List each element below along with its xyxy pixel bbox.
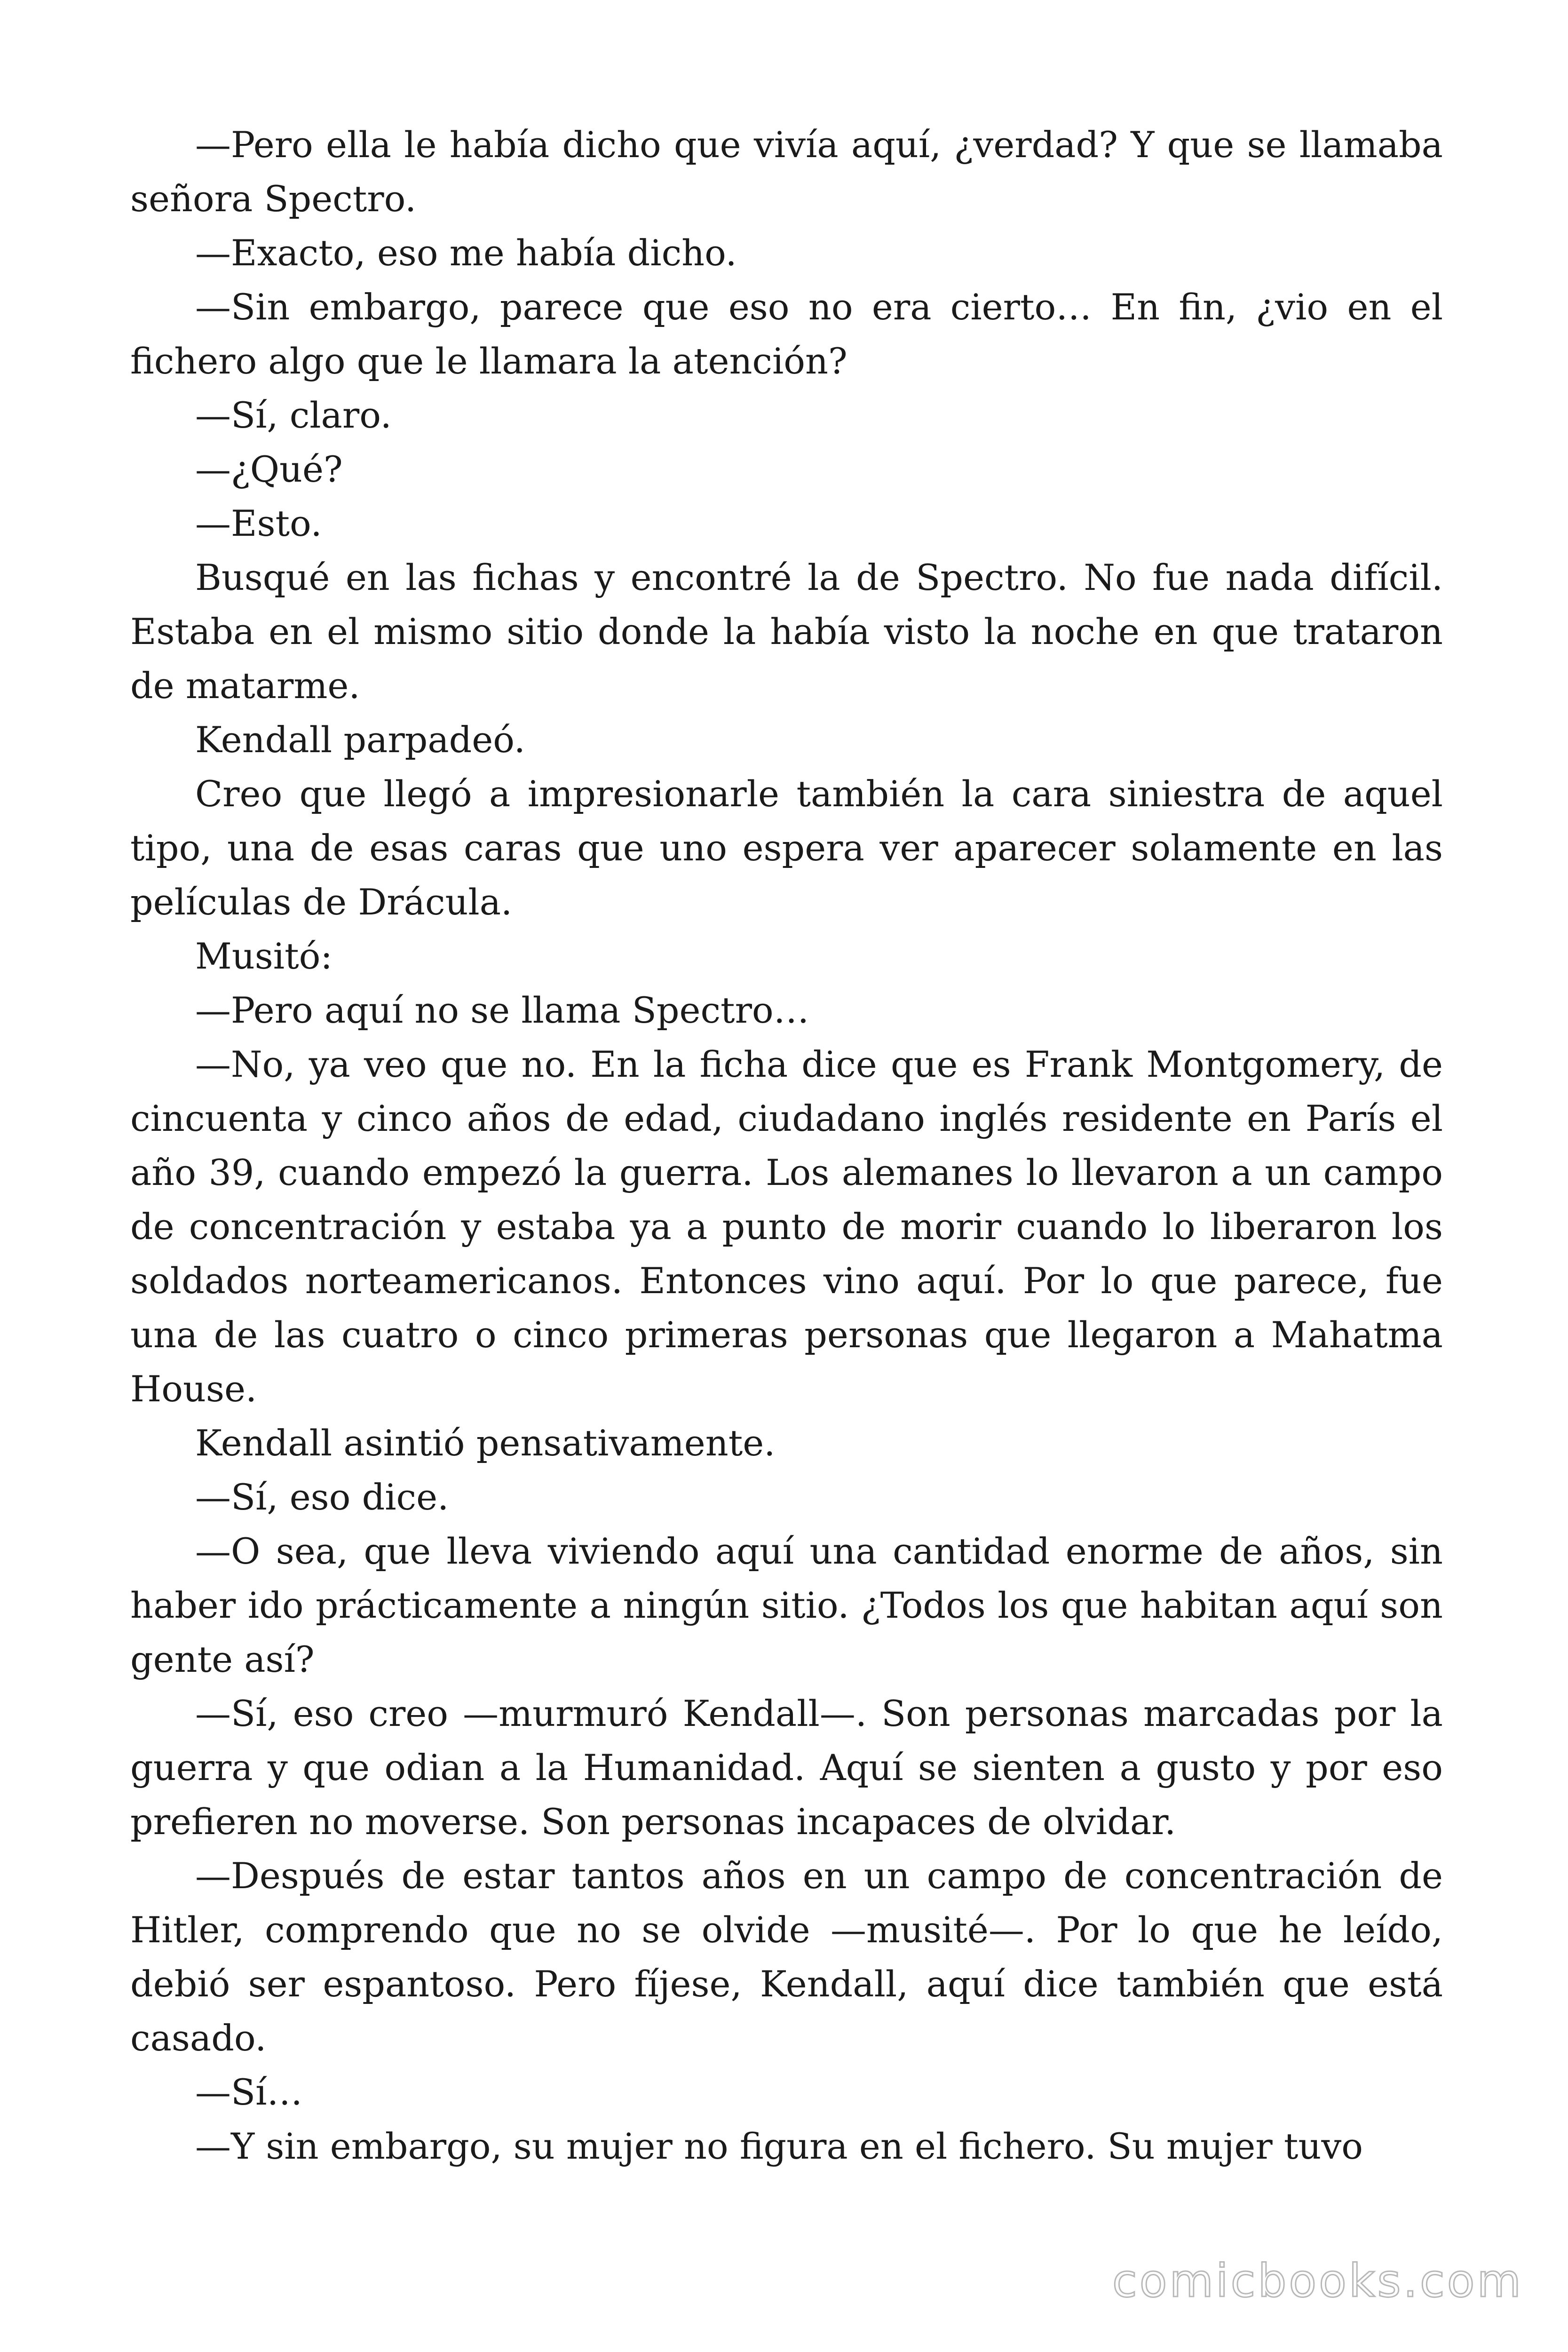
paragraph: —No, ya veo que no. En la ficha dice que es Frank Montgomery, de cincuenta y cinco años de edad, ciudadano inglés residente en París el año 39, cuando empezó la guerra. Los alemanes lo llevaron a un campo de concentración y estaba ya a punto de morir cuando lo liberaron los soldados norteamericanos. Entonces vino aquí. Por lo que parece, fue una de las cuatro o cinco primeras personas que llegaron a Mahatma House. <box>130 1043 1443 1410</box>
paragraph: —Sí, eso creo —murmuró Kendall—. Son personas marcadas por la guerra y que odian a la Humanidad. Aquí se sienten a gusto y por eso prefieren no moverse. Son personas incapaces de olvidar. <box>130 1692 1443 1843</box>
paragraph: —O sea, que lleva viviendo aquí una cantidad enorme de años, sin haber ido prácticamente a ningún sitio. ¿Todos los que habitan aquí son gente así? <box>130 1530 1443 1680</box>
paragraph: Musitó: <box>195 935 333 977</box>
paragraph: Creo que llegó a impresionarle también la cara siniestra de aquel tipo, una de esas caras que uno espera ver aparecer solamente en las películas de Drácula. <box>130 773 1443 923</box>
paragraph: —Exacto, eso me había dicho. <box>195 232 737 274</box>
paragraph: —Pero aquí no se llama Spectro… <box>195 989 809 1031</box>
paragraph: —Sin embargo, parece que eso no era cierto… En fin, ¿vio en el fichero algo que le llamara la atención? <box>130 286 1443 382</box>
paragraph: —Esto. <box>195 502 322 544</box>
paragraph: —Después de estar tantos años en un campo de concentración de Hitler, comprendo que no se olvide —musité—. Por lo que he leído, debió ser espantoso. Pero fíjese, Kendall, aquí dice también que está casado. <box>130 1855 1443 2059</box>
paragraph: —Y sin embargo, su mujer no figura en el fichero. Su mujer tuvo <box>195 2125 1363 2167</box>
paragraph: —¿Qué? <box>195 448 343 490</box>
paragraph: —Sí… <box>195 2071 303 2113</box>
paragraph: —Pero ella le había dicho que vivía aquí, ¿verdad? Y que se llamaba señora Spectro. <box>130 124 1443 220</box>
body-text <box>130 118 1443 2173</box>
paragraph: —Sí, eso dice. <box>195 1476 449 1518</box>
paragraph: Busqué en las fichas y encontré la de Spectro. No fue nada difícil. Estaba en el mismo sitio donde la había visto la noche en que trataron de matarme. <box>130 556 1443 707</box>
paragraph: Kendall asintió pensativamente. <box>195 1422 776 1464</box>
paragraph: Kendall parpadeó. <box>195 719 525 761</box>
watermark: comicbooks.com <box>1112 2255 1523 2307</box>
paragraph: —Sí, claro. <box>195 394 392 436</box>
